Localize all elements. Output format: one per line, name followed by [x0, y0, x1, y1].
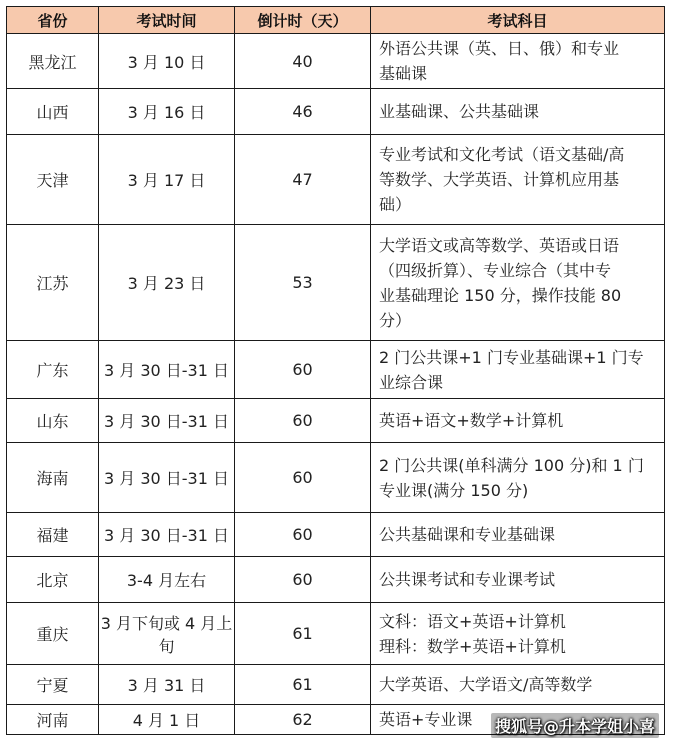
subjects-line: 公共课考试和专业课考试 [379, 570, 556, 589]
date-cell: 3 月 23 日 [99, 225, 235, 341]
subjects-line: 等数学、大学英语、计算机应用基 [379, 170, 620, 189]
subjects-line: 大学语文或高等数学、英语或日语 [379, 235, 620, 255]
table-row [7, 513, 665, 557]
subjects-line: 外语公共课（英、日、俄）和专业 [379, 39, 620, 58]
province-cell: 河南 [7, 705, 99, 735]
subjects-line: （四级折算）、专业综合（其中专 [379, 260, 612, 280]
date-cell: 3 月 30 日-31 日 [99, 399, 235, 443]
subjects-line: 础） [379, 195, 412, 214]
countdown-cell: 47 [235, 135, 371, 225]
subjects-cell [371, 603, 665, 665]
table-row [7, 665, 665, 705]
subjects-line: 2 门公共课(单科满分 100 分)和 1 门 [379, 455, 644, 475]
subjects-cell [371, 341, 665, 399]
table-row [7, 34, 665, 89]
header-subjects: 考试科目 [371, 7, 665, 34]
header-province: 省份 [7, 7, 99, 34]
countdown-cell: 61 [235, 603, 371, 665]
table-row [7, 89, 665, 135]
province-cell: 海南 [7, 443, 99, 513]
province-cell: 黑龙江 [7, 34, 99, 89]
subjects-line: 大学英语、大学语文/高等数学 [379, 675, 593, 694]
countdown-cell: 40 [235, 34, 371, 89]
table-row [7, 341, 665, 399]
date-cell: 3 月 17 日 [99, 135, 235, 225]
province-cell: 江苏 [7, 225, 99, 341]
subjects-line: 专业课(满分 150 分) [379, 480, 529, 500]
date-cell: 3-4 月左右 [99, 557, 235, 603]
subjects-line: 英语+专业课 [379, 710, 473, 729]
table-row [7, 443, 665, 513]
date-cell: 3 月 31 日 [99, 665, 235, 705]
province-cell: 宁夏 [7, 665, 99, 705]
countdown-cell: 60 [235, 341, 371, 399]
province-cell: 广东 [7, 341, 99, 399]
subjects-line: 基础课 [379, 64, 428, 83]
date-cell: 3 月 10 日 [99, 34, 235, 89]
subjects-line: 业综合课 [379, 372, 444, 392]
countdown-cell: 60 [235, 399, 371, 443]
table-row [7, 135, 665, 225]
date-cell: 3 月下旬或 4 月上旬 [99, 603, 235, 665]
countdown-cell: 62 [235, 705, 371, 735]
subjects-cell [371, 557, 665, 603]
province-cell: 山东 [7, 399, 99, 443]
subjects-line: 分） [379, 310, 412, 330]
subjects-cell [371, 513, 665, 557]
subjects-cell [371, 665, 665, 705]
subjects-line: 专业考试和文化考试（语文基础/高 [379, 145, 625, 164]
date-cell: 3 月 16 日 [99, 89, 235, 135]
province-cell: 天津 [7, 135, 99, 225]
subjects-line: 公共基础课和专业基础课 [379, 525, 556, 544]
date-cell: 3 月 30 日-31 日 [99, 443, 235, 513]
province-cell: 山西 [7, 89, 99, 135]
countdown-cell: 53 [235, 225, 371, 341]
table-row [7, 225, 665, 341]
subjects-cell [371, 225, 665, 341]
countdown-cell: 60 [235, 443, 371, 513]
subjects-cell [371, 89, 665, 135]
date-cell: 4 月 1 日 [99, 705, 235, 735]
subjects-cell [371, 443, 665, 513]
date-cell: 3 月 30 日-31 日 [99, 513, 235, 557]
table-row [7, 557, 665, 603]
subjects-line: 业基础理论 150 分，操作技能 80 [379, 285, 622, 305]
watermark: 搜狐号@升本学姐小喜 [491, 713, 659, 738]
subjects-line: 英语+语文+数学+计算机 [379, 411, 564, 430]
header-exam-date: 考试时间 [99, 7, 235, 34]
subjects-line: 2 门公共课+1 门专业基础课+1 门专 [379, 347, 644, 367]
date-cell: 3 月 30 日-31 日 [99, 341, 235, 399]
exam-schedule-table [6, 6, 665, 735]
table-row [7, 603, 665, 665]
subjects-cell [371, 399, 665, 443]
table-row [7, 399, 665, 443]
subjects-cell [371, 135, 665, 225]
province-cell: 福建 [7, 513, 99, 557]
header-row [7, 7, 665, 34]
countdown-cell: 46 [235, 89, 371, 135]
subjects-line: 理科：数学+英语+计算机 [379, 636, 566, 656]
province-cell: 北京 [7, 557, 99, 603]
header-countdown: 倒计时（天） [235, 7, 371, 34]
subjects-line: 业基础课、公共基础课 [379, 102, 540, 121]
subjects-line: 文科：语文+英语+计算机 [379, 611, 566, 631]
countdown-cell: 61 [235, 665, 371, 705]
subjects-cell [371, 34, 665, 89]
countdown-cell: 60 [235, 513, 371, 557]
province-cell: 重庆 [7, 603, 99, 665]
countdown-cell: 60 [235, 557, 371, 603]
